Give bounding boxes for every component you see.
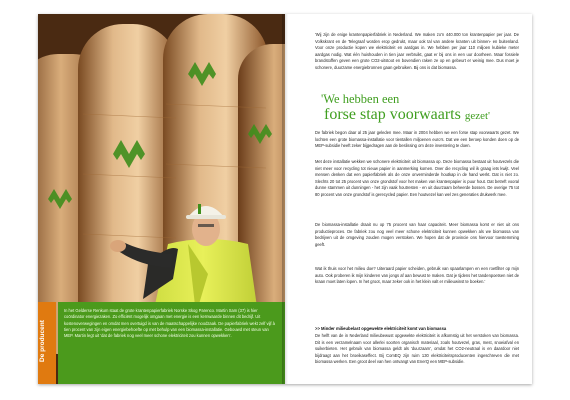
info-box-heading: >> Minder milieubelast opgewekte elektriciteit komt van biomassa — [315, 326, 447, 331]
body-paragraph-4: Wat ik thuis voor het milieu doe? Uiteraard papier scheiden, gebruik van spaarlampen en een roetfilter op mijn auto. Ook proberen ik mijn kinderen van jongs af aan bewust te maken. Dat je tijdens het tandenpoetsen niet de kraan moet laten lopen. In het groot, maar zeker ook in het klein valt er milieuwinst te boeken.' — [315, 266, 519, 285]
pull-quote-end: gezet' — [464, 110, 491, 122]
info-box-text: De helft van de in Nederland milieubewust opgewekte elektriciteit is afkomstig uit het verstoken van biomassa. Dit is een verzamelnaam voor allerlei soorten organisch materiaal, zoals houtvezel, gras, mest, snoeiafval en suikerbieten. Het gebruik van biomassa geldt als 'duurzaam', omdat het CO2-neutraal is en daardoor niet bijdraagt aan het broeikaseffect. Bij ComEQ zijn ruim 130 elektriciteitsproducenten ingeschreven die met biomassa werken. Een groot deel van hen ontvangt van EnerQ een MEP-subsidie. — [315, 333, 519, 365]
body-paragraph-3: De biomassa-installatie draait nu op 75 procent van haar capaciteit. Meer biomassa komt er niet uit ons productieproces. De fabriek zou nog veel meer schone elektriciteit kunnen opwekken als we biomassa van bedrijven uit de omgeving zouden mogen verstoken. We hopen dat de provincie ons hiervoor toestemming geeft. — [315, 222, 519, 247]
pull-quote-line-2 — [324, 106, 531, 125]
section-tab — [38, 302, 56, 384]
magazine-spread — [38, 14, 532, 384]
section-tab-label: De producent — [39, 320, 46, 362]
right-page — [285, 14, 532, 384]
body-paragraph-1: De fabriek begon daar al 25 jaar geleden mee. Maar in 2004 hebben we een forse stap voorwaarts gezet. We lochten een grote biomassa-installatie voor tientallen miljoenen euro's. Dat we een beroep konden doen op de MEP-subsidie heeft zeker bijgedragen aan de beslissing om deze investering te doen. — [315, 130, 519, 149]
body-paragraph-2: Met deze installatie wekken we schonere elektriciteit uit biomassa op. Deze biomassa bestaat uit houtvezels die niet meer voor recycling tot nieuw papier in aanmerking komen. Over die recycling wil ik graag iets kwijt. Veel mensen denken dat een papierfabriek als de onze onverminderde houtkap in de hand werkt. Dat is niet zo. Slechts 20 tot 25 procent van onze grondstof voor het maken van krantenpapier is puur hout. Dat betreft vooral dunne stammen uit dunningen - het zijn vaak houtresten - en uit duurzaam beheerde bossen. De overige 75 tot 80 procent van onze grondstof is gerecycled papier. Een houtvezel kan wel zes generaties drukwerk mee. — [315, 159, 519, 197]
intro-paragraph: 'Wij zijn de enige krantenpapierfabriek in Nederland. We maken zo'n 440.000 ton krantenpapier per jaar. De Volkskrant en de Telegraaf worden erop gedrukt, maar ook tal van andere kranten uit binnen- en buitenland. Voor onze productie kopen we elektriciteit en aardgas in. We hebben per jaar 110 miljoen kubieke meter aardgas nodig. Wat één huishouden in tien jaar verbruikt, gaat er bij ons in een uur doorheen. Maar fossiele brandstoffen geven een grote CO2-uitstoot en bovendien raken ze op en gebeurt er weinig mee. Dus moet je schonere, duurzame energiebronnen gaan gebruiken. Bij ons is dat biomassa. — [315, 32, 519, 70]
left-page — [38, 14, 285, 384]
pull-quote-emphasis: forse stap voorwaarts — [324, 106, 461, 123]
pull-quote-line-1: 'We hebben een — [321, 92, 400, 106]
photo-caption: In het Gelderse Renkum staat de grote krantenpapierfabriek Norske Skog Parenco. Martin Sam (37) is hier coördinator energiezaken. Zo efficiënt mogelijk omgaan met energie is een kernwaarde binnen dit bedrijf. Uit kostenoverwegingen en omdat men overtuigd is van de maatschappelijke noodzaak. De papierfabriek wekt zelf vijf à tien procent van zijn eigen energiebehoefte op met behulp van een biomassa-installatie. Gebouwd met steun van MEP. Martin legt uit 'dat de fabriek nog veel meer schone elektriciteit zou kunnen opwekken'. — [64, 308, 275, 339]
page-gutter — [282, 14, 288, 384]
pull-quote — [321, 92, 531, 125]
